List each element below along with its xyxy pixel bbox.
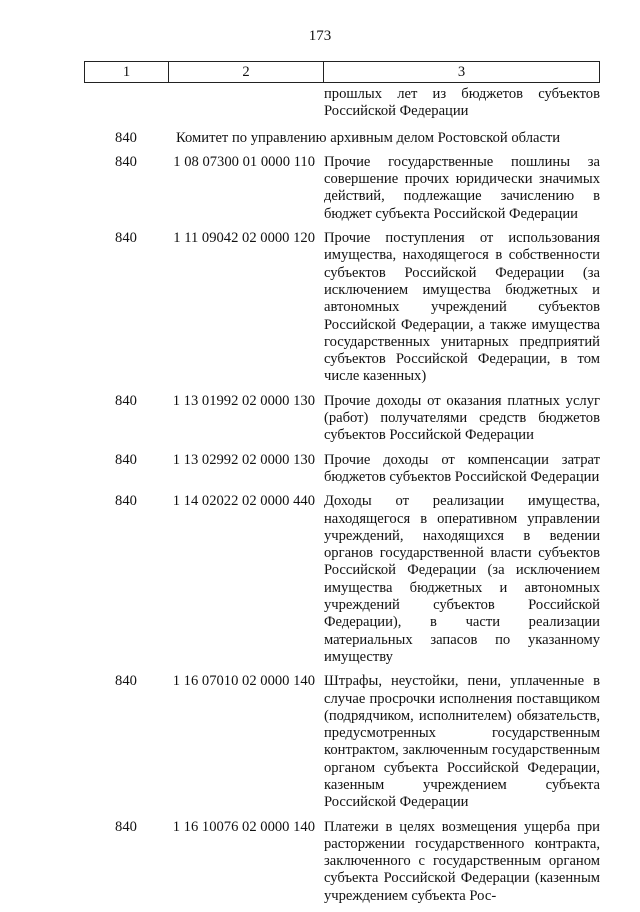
- column-header-1: 1: [85, 62, 169, 82]
- continued-description: прошлых лет из бюджетов субъектов Российской Федерации: [324, 86, 600, 120]
- table-row: [0, 673, 640, 811]
- income-description: Доходы от реализации имущества, находящегося в оперативном управлении учреждений, находящихся в ведении органов государственной власти субъектов Российской Федерации (за исключением имущества бюджетных и автономных учреждений субъектов Российской Федерации), в части реализации материальных запасов по указанному имуществу: [324, 493, 600, 665]
- admin-code: 840: [115, 673, 137, 690]
- budget-classification-code: 1 08 07300 01 0000 110: [173, 153, 315, 170]
- column-header-2: 2: [169, 62, 324, 82]
- income-description: Прочие доходы от оказания платных услуг (работ) получателями средств бюджетов субъектов Российской Федерации: [324, 392, 600, 444]
- budget-classification-code: 1 16 10076 02 0000 140: [172, 818, 315, 835]
- committee-admin-code: 840: [115, 129, 137, 146]
- income-description: Прочие государственные пошлины за совершение прочих юридически значимых действий, подлежащие зачислению в бюджет субъекта Российской Федерации: [324, 153, 600, 222]
- admin-code: 840: [115, 451, 137, 468]
- admin-code: 840: [115, 392, 137, 409]
- income-code-table: [0, 86, 640, 912]
- income-description: Прочие доходы от компенсации затрат бюджетов субъектов Российской Федерации: [324, 451, 600, 485]
- budget-classification-code: 1 14 02022 02 0000 440: [172, 493, 315, 510]
- budget-classification-code: 1 13 02992 02 0000 130: [172, 451, 315, 468]
- table-row: [0, 393, 640, 445]
- income-description: Платежи в целях возмещения ущерба при расторжении государственного контракта, заключенного с государственным органом субъекта Российской Федерации (казенным учреждением субъекта Рос-: [324, 818, 600, 904]
- income-description: Прочие поступления от использования имущества, находящегося в собственности субъектов Российской Федерации (за исключением имущества бюджетных и автономных учреждений субъектов Российской Федерации, а также имущества государственных унитарных предприятий субъектов Российской Федерации, в том числе казенных): [324, 230, 600, 385]
- column-header-3: 3: [457, 63, 466, 80]
- income-description: Штрафы, неустойки, пени, уплаченные в случае просрочки исполнения поставщиком (подрядчиком, исполнителем) обязательств, предусмотренных государственным контрактом, заключенным государственным органом субъекта Российской Федерации, казенным учреждением субъекта Российской Федерации: [324, 673, 600, 811]
- budget-classification-code: 1 16 07010 02 0000 140: [172, 673, 315, 690]
- table-row: [0, 452, 640, 487]
- budget-classification-code: 1 13 01992 02 0000 130: [172, 392, 315, 409]
- table-row: [0, 230, 640, 386]
- table-row: [0, 819, 640, 905]
- column-header-row: [84, 61, 600, 83]
- table-row: [0, 154, 640, 223]
- admin-code: 840: [115, 230, 137, 247]
- admin-code: 840: [115, 153, 137, 170]
- page-number: 173: [308, 28, 332, 44]
- admin-code: 840: [115, 493, 137, 510]
- budget-classification-code: 1 11 09042 02 0000 120: [173, 230, 315, 247]
- admin-code: 840: [115, 818, 137, 835]
- committee-name: Комитет по управлению архивным делом Ростовской области: [176, 129, 561, 146]
- table-row: [0, 493, 640, 666]
- committee-heading: [0, 130, 640, 147]
